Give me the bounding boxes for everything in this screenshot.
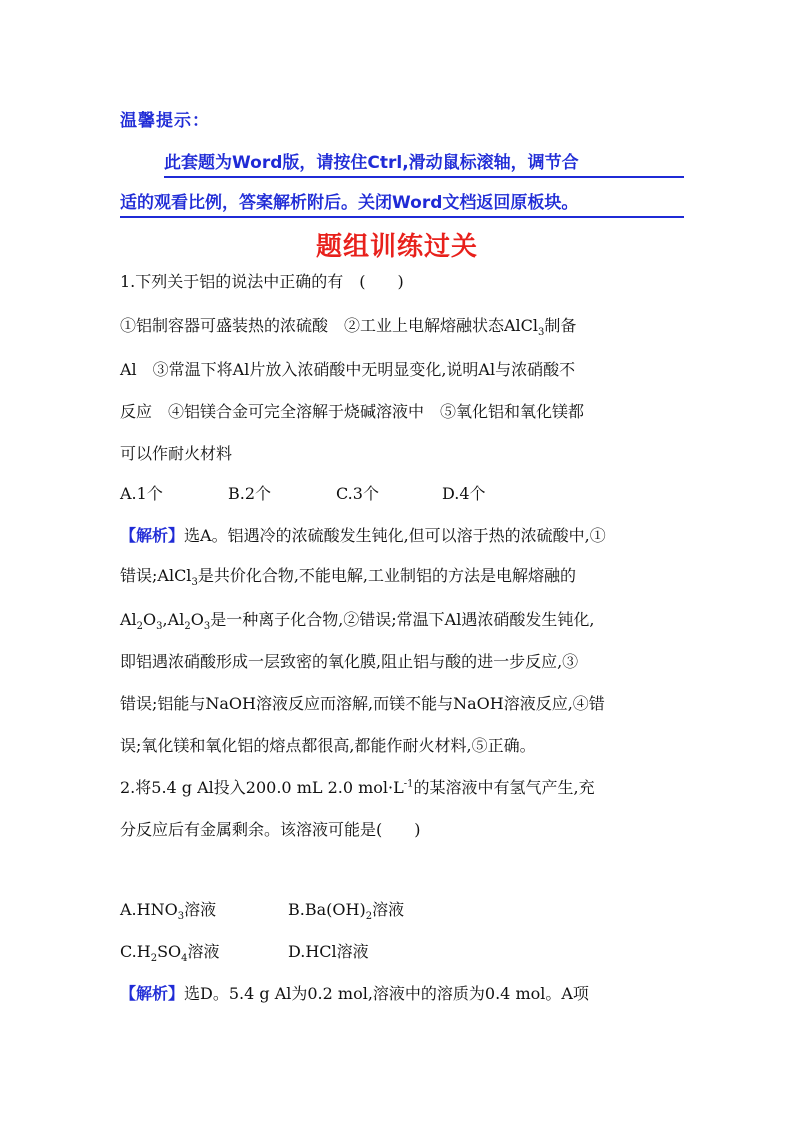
- q2-analysis-tag: 【解析】: [120, 984, 185, 1003]
- q2-stem-line-2: 分反应后有金属剩余。该溶液可能是( ): [120, 820, 421, 839]
- q1-analysis-line-2: [120, 566, 576, 589]
- q1-option-a: A.1个: [120, 484, 163, 503]
- q1-option-b: B.2个: [228, 484, 272, 503]
- q2-optC-text-b: SO: [157, 942, 182, 961]
- q2-optC-sub-2: 4: [181, 953, 188, 965]
- q2-option-c: [120, 942, 288, 965]
- q1-option-d: D.4个: [442, 484, 486, 503]
- q1-a3-sub-3: 2: [184, 621, 191, 633]
- q2-analysis-line-1: [120, 984, 589, 1004]
- q2-options-row-2: [120, 942, 369, 965]
- q1-a3-text-b: O: [143, 610, 157, 629]
- q2-optB-sub: 2: [365, 911, 373, 923]
- q1-a3-text-d: O: [190, 610, 204, 629]
- q1-s1-text-a: ①铝制容器可盛装热的浓硫酸 ②工业上电解熔融状态AlCl: [120, 316, 539, 335]
- q2-option-b: [288, 900, 405, 923]
- q1-analysis-line-6: 误;氧化镁和氧化铝的熔点都很高,都能作耐火材料,⑤正确。: [120, 736, 536, 755]
- q1-a2-sub: 3: [191, 577, 198, 589]
- q2-optC-text-a: C.H: [120, 942, 151, 961]
- q2-optB-text-a: B.Ba(OH): [288, 900, 366, 919]
- q1-statement-line-1: [120, 316, 577, 339]
- tip-title: 温馨提示：: [120, 111, 210, 131]
- q1-a2-text-a: 错误;AlCl: [120, 566, 192, 585]
- q1-a2-text-b: 是共价化合物,不能电解,工业制铝的方法是电解熔融的: [197, 566, 576, 585]
- q1-a3-text-e: 是一种离子化合物,②错误;常温下Al遇浓硝酸发生钝化,: [210, 610, 595, 629]
- q1-analysis-line-1: [120, 526, 606, 546]
- q1-stem: 1.下列关于铝的说法中正确的有 ( ): [120, 272, 404, 291]
- q2-optA-text-b: 溶液: [184, 900, 217, 919]
- q2-optB-text-b: 溶液: [372, 900, 405, 919]
- q1-statement-line-4: 可以作耐火材料: [120, 444, 233, 463]
- tip-line-1: 此套题为Word版，请按住Ctrl,滑动鼠标滚轴，调节合: [164, 148, 684, 178]
- q2-optA-sub: 3: [177, 911, 185, 923]
- section-heading: 题组训练过关: [315, 232, 478, 262]
- q2-optC-text-c: 溶液: [187, 942, 220, 961]
- q2-stem-line-1: [120, 778, 595, 798]
- q2-s1-sup: -1: [403, 778, 414, 790]
- q1-s1-sub: 3: [538, 327, 545, 339]
- q1-analysis-tag: 【解析】: [120, 526, 185, 545]
- tip-line-2: 适的观看比例，答案解析附后。关闭Word文档返回原板块。: [120, 188, 684, 218]
- q1-a3-sub-2: 3: [156, 621, 163, 633]
- q1-statement-line-3: 反应 ④铝镁合金可完全溶解于烧碱溶液中 ⑤氧化铝和氧化镁都: [120, 402, 585, 421]
- q2-options-row-1: [120, 900, 405, 923]
- q2-analysis-text-1: 选D。5.4 g Al为0.2 mol,溶液中的溶质为0.4 mol。A项: [184, 984, 589, 1003]
- q1-analysis-line-5: 错误;铝能与NaOH溶液反应而溶解,而镁不能与NaOH溶液反应,④错: [120, 694, 605, 713]
- q2-optC-sub-1: 2: [150, 953, 158, 965]
- q2-s1-text-b: 的某溶液中有氢气产生,充: [413, 778, 595, 797]
- q1-s1-text-b: 制备: [544, 316, 577, 335]
- q1-a3-sub-4: 3: [203, 621, 211, 633]
- q2-optA-text-a: A.HNO: [120, 900, 178, 919]
- q1-statement-line-2: Al ③常温下将Al片放入浓硝酸中无明显变化,说明Al与浓硝酸不: [120, 360, 576, 379]
- q2-option-d: D.HCl溶液: [288, 942, 369, 961]
- q1-a3-text-c: ,Al: [162, 610, 185, 629]
- q1-analysis-line-4: 即铝遇浓硝酸形成一层致密的氧化膜,阻止铝与酸的进一步反应,③: [120, 652, 579, 671]
- q1-a3-sub-1: 2: [136, 621, 144, 633]
- q1-analysis-text-1: 选A。铝遇冷的浓硫酸发生钝化,但可以溶于热的浓硫酸中,①: [184, 526, 606, 545]
- q1-a3-text-a: Al: [120, 610, 137, 629]
- q1-options: [120, 484, 486, 504]
- q1-option-c: C.3个: [336, 484, 379, 503]
- q2-option-a: [120, 900, 288, 923]
- q1-analysis-line-3: [120, 610, 595, 633]
- q2-s1-text-a: 2.将5.4 g Al投入200.0 mL 2.0 mol·L: [120, 778, 404, 797]
